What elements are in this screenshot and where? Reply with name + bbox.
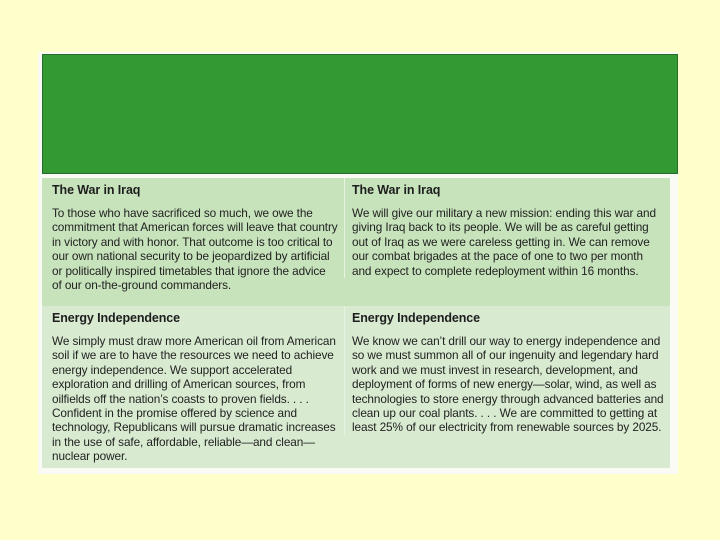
cell-text: We will give our military a new mission: ending this war and giving Iraq back to its people. We will be as careful getting out of Iraq as we were careless getting in. We can remove our combat brigades at the pace of one to two per month and expect to complete redeployment within 16 months. (352, 206, 656, 278)
table-cell (344, 178, 670, 278)
cell-text: We know we can’t drill our way to energy independence and so we must summon all of our ingenuity and legendary hard work and we must invest in research, development, and deployment of forms of new energy—solar, wind, as well as technologies to store energy through advanced batteries and clean up our coal plants. . . . We are committed to getting at least 25% of our electricity from renewable sources by 2025. (352, 334, 664, 435)
cell-heading: Energy Independence (352, 311, 480, 325)
table-cell (42, 178, 344, 292)
platform-comparison-table (42, 178, 670, 468)
table-cell (42, 306, 344, 464)
green-banner (42, 54, 678, 174)
table-cell (344, 306, 670, 435)
cell-heading: Energy Independence (52, 311, 180, 325)
table-row (42, 178, 670, 306)
table-row (42, 306, 670, 468)
cell-text: To those who have sacrificed so much, we owe the commitment that American forces will leave that country in victory and with honor. That outcome is too critical to our own national security to be jeopardized by artificial or politically inspired timetables that ignore the advice of our on-the-ground commanders. (52, 206, 338, 293)
cell-heading: The War in Iraq (52, 183, 141, 197)
cell-heading: The War in Iraq (352, 183, 441, 197)
cell-text: We simply must draw more American oil from American soil if we are to have the resources we need to achieve energy independence. We support accelerated exploration and drilling of American sources, from oilfields off the nation’s coasts to proven fields. . . . Confident in the promise offered by science and technology, Republicans will pursue dramatic increases in the use of safe, affordable, reliable—and clean—nuclear power. (52, 334, 336, 464)
